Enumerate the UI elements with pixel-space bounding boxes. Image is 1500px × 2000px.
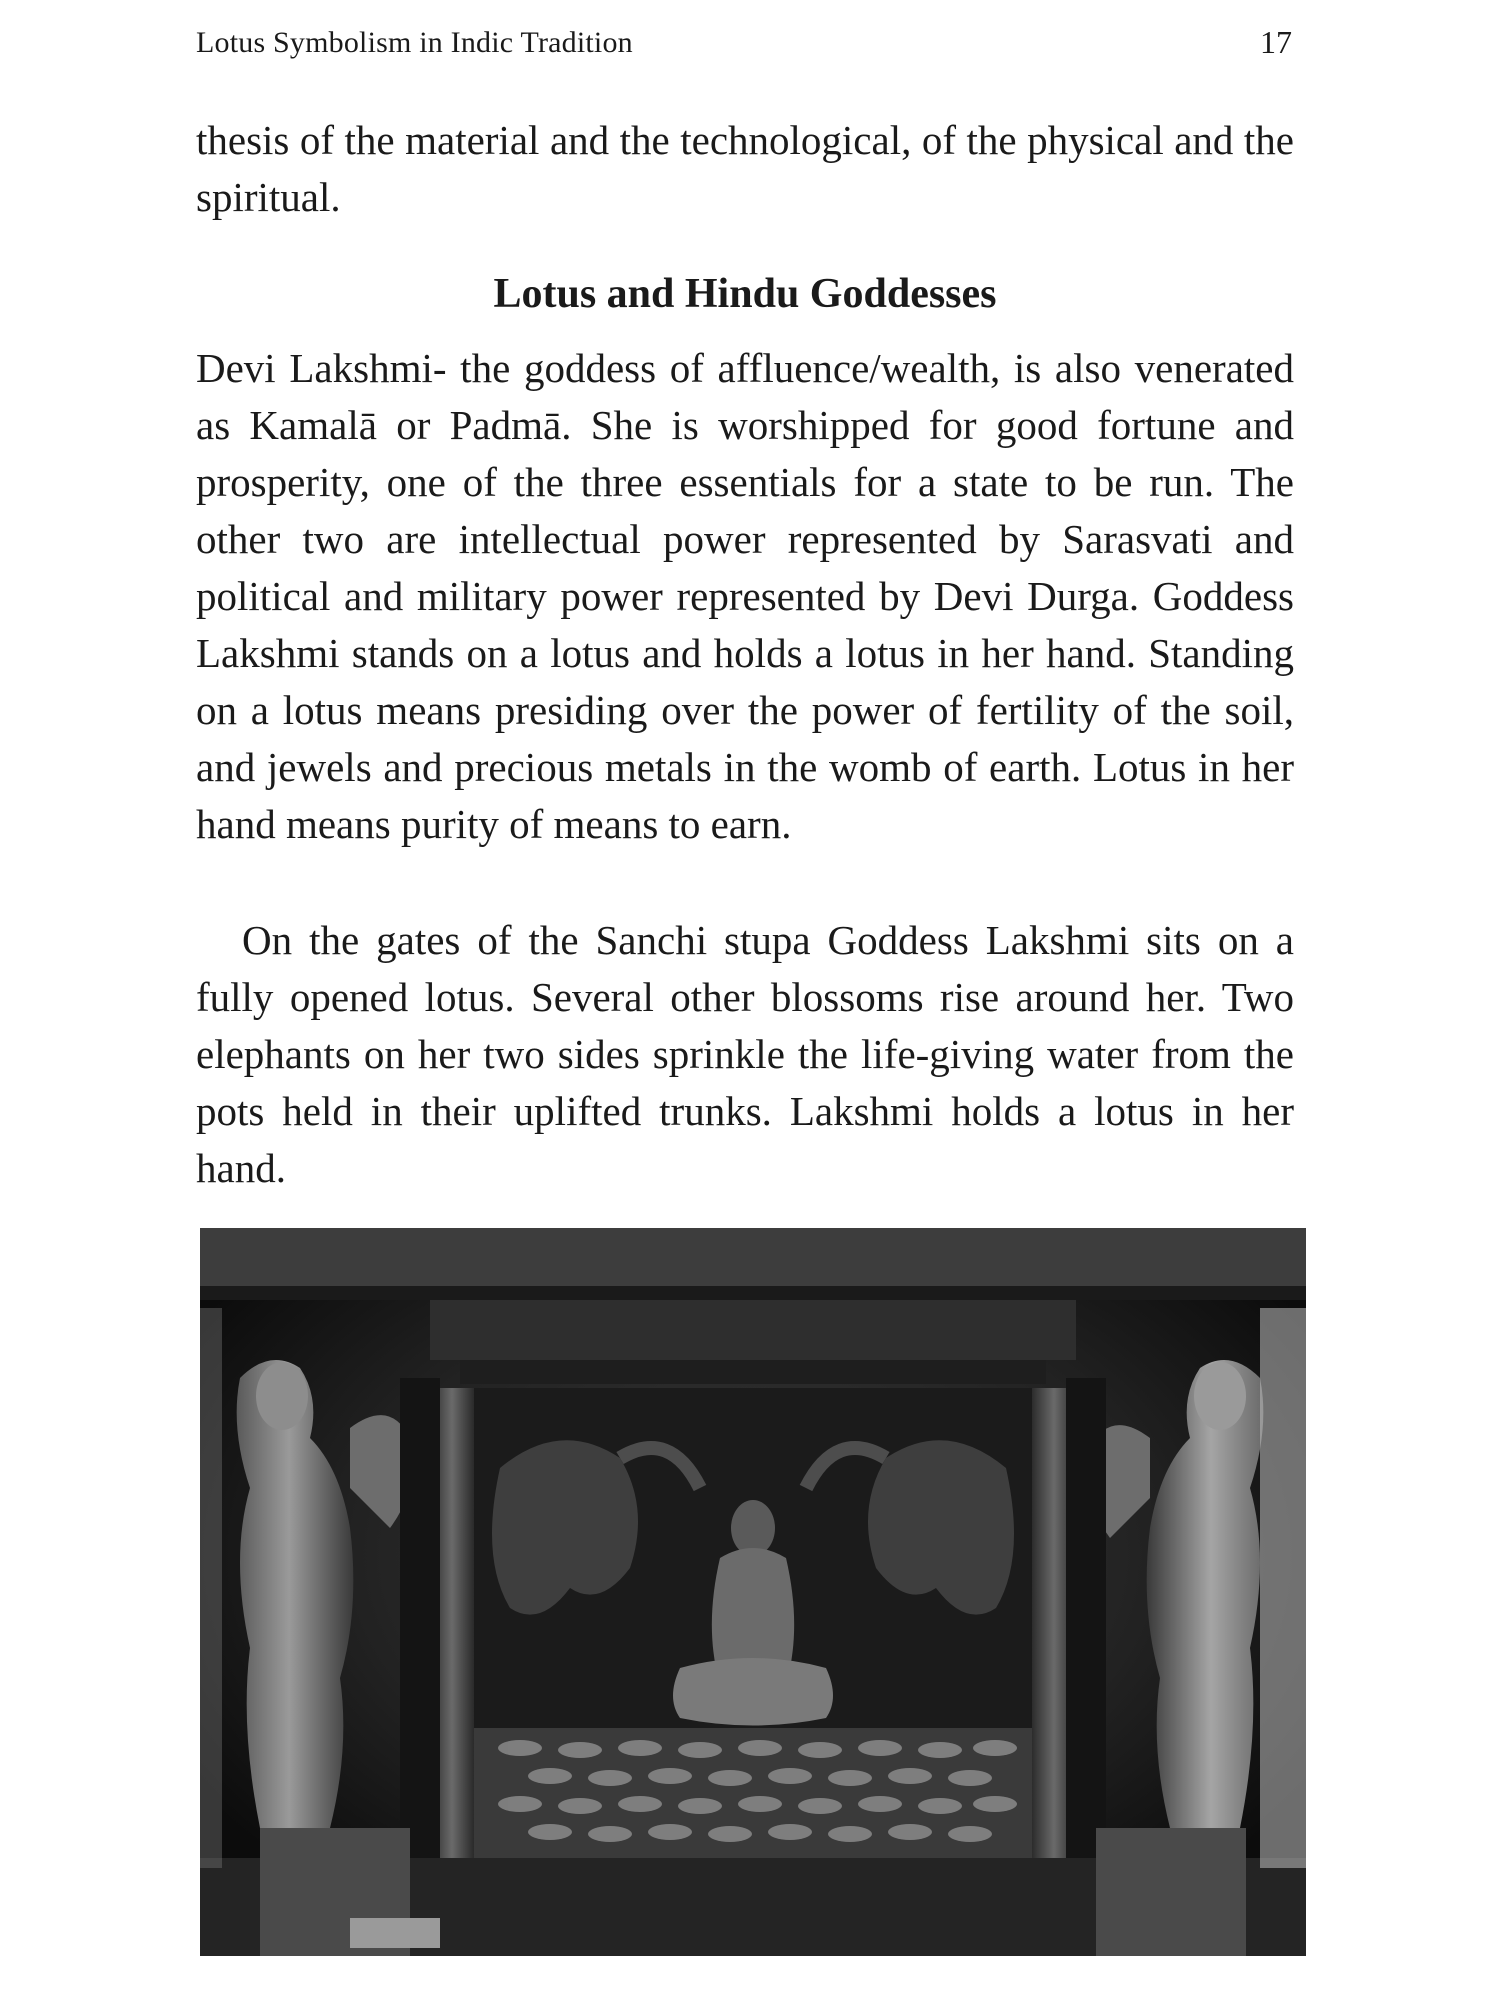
relief-photograph: [200, 1228, 1306, 1956]
relief-photograph-drawing: [200, 1228, 1306, 1956]
paragraph-lakshmi-intro: Devi Lakshmi- the goddess of affluence/wealth, is also venerated as Kamalā or Padmā. She is worshipped for good fortune and prosperity, one of the three essentials for a state to be run. The other two are intellectual power represented by Sarasvati and political and military power represented by Devi Durga. Goddess Lakshmi stands on a lotus and holds a lotus in her hand. Standing on a lotus means presiding over the power of fertility of the soil, and jewels and precious metals in the womb of earth. Lotus in her hand means purity of means to earn.: [196, 345, 1294, 847]
continued-paragraph: thesis of the material and the technological, of the physical and the spiritual.: [196, 117, 1294, 220]
section-heading: Lotus and Hindu Goddesses: [493, 271, 997, 317]
paragraph-sanchi-stupa: On the gates of the Sanchi stupa Goddess Lakshmi sits on a fully opened lotus. Several other blossoms rise around her. Two elephants on her two sides sprinkle the life-giving water from the pots held in their uplifted trunks. Lakshmi holds a lotus in her hand.: [196, 917, 1294, 1191]
running-head-title: Lotus Symbolism in Indic Tradition: [196, 26, 633, 59]
page-number: 17: [1260, 24, 1292, 60]
